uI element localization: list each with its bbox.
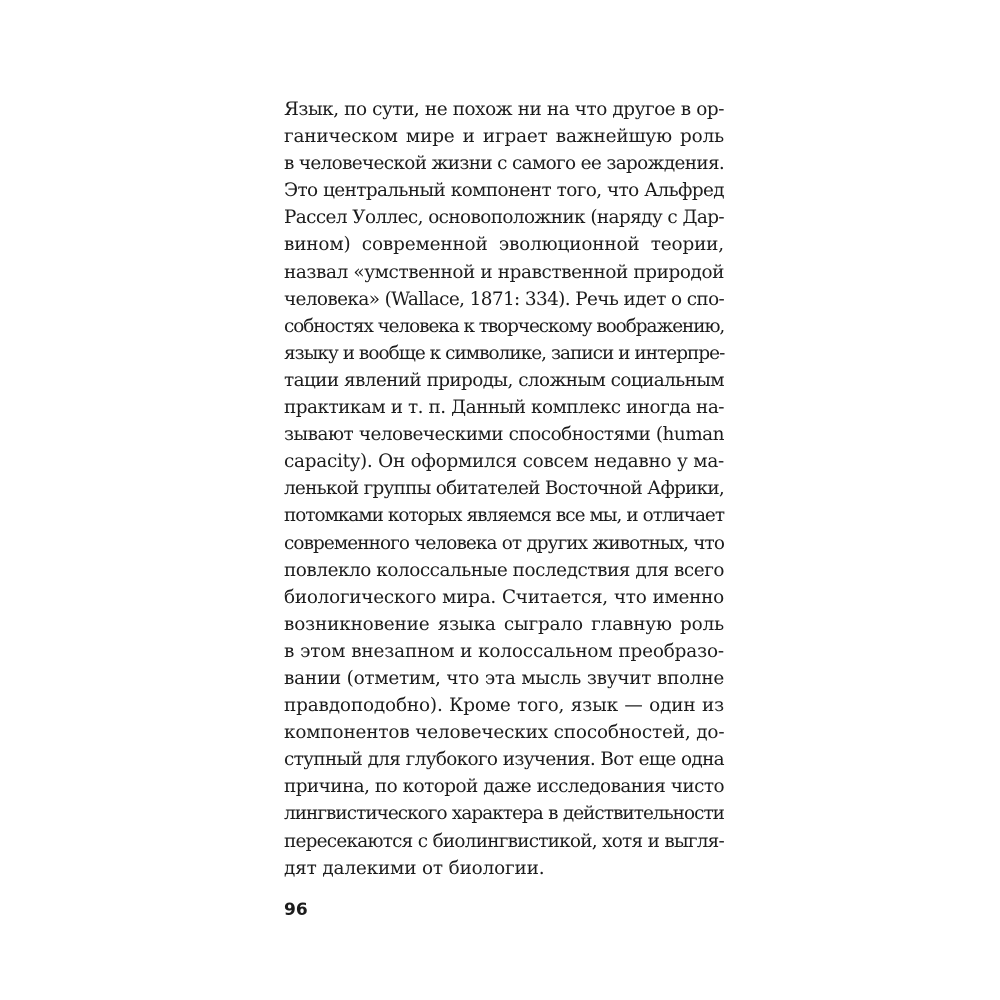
text-line: ганическом мире и играет важнейшую роль <box>284 126 724 148</box>
text-line: в человеческой жизни с самого ее зарождения. <box>284 153 725 175</box>
text-line: Это центральный компонент того, что Альфред <box>284 180 724 202</box>
text-line: дят далекими от биологии. <box>284 857 545 879</box>
text-line: человека» (Wallace, 1871: 334). Речь идет о спо- <box>284 288 725 310</box>
text-line: биологического мира. Считается, что именно <box>284 586 724 608</box>
page-number: 96 <box>284 900 308 920</box>
text-line: правдоподобно). Кроме того, язык — один из <box>284 695 724 717</box>
text-line: повлекло колоссальные последствия для всего <box>284 559 724 581</box>
text-line: пересекаются с биолингвистикой, хотя и выгля- <box>284 830 724 852</box>
text-line: назвал «умственной и нравственной природой <box>284 261 724 283</box>
text-line: тации явлений природы, сложным социальным <box>284 369 724 391</box>
text-line: компонентов человеческих способностей, до- <box>284 722 725 744</box>
text-line: ступный для глубокого изучения. Вот еще одна <box>284 749 724 771</box>
text-line: capacity). Он оформился совсем недавно у ма- <box>284 451 724 473</box>
text-line: Язык, по сути, не похож ни на что другое в ор- <box>284 99 724 120</box>
text-line: причина, по которой даже исследования чисто <box>284 776 724 798</box>
text-line: зывают человеческими способностями (human <box>284 424 724 446</box>
text-line: собностях человека к творческому воображению, <box>284 315 725 337</box>
text-line: лингвистического характера в действительности <box>284 803 724 825</box>
text-line: возникновение языка сыграло главную роль <box>284 613 724 635</box>
text-line: ленькой группы обитателей Восточной Африки, <box>284 478 724 500</box>
text-line: современного человека от других животных, что <box>284 532 724 554</box>
text-line: языку и вообще к символике, записи и интерпре- <box>284 342 725 364</box>
text-line: вании (отметим, что эта мысль звучит вполне <box>284 667 724 689</box>
body-paragraph <box>284 96 724 882</box>
text-line: в этом внезапном и колоссальном преобразо- <box>284 640 724 662</box>
text-line: Рассел Уоллес, основоположник (наряду с Дар- <box>284 207 724 229</box>
text-line: вином) современной эволюционной теории, <box>284 234 724 256</box>
text-line: потомками которых являемся все мы, и отличает <box>284 505 724 527</box>
text-line: практикам и т. п. Данный комплекс иногда на- <box>284 397 724 419</box>
